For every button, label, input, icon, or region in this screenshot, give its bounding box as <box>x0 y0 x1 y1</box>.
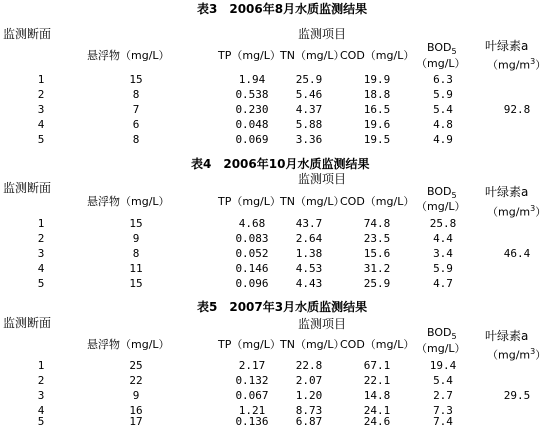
chl-unit-label: （mg/m <box>487 348 531 362</box>
table-cell: 2.17 <box>238 359 266 372</box>
chl-unit-label: （mg/m <box>487 205 531 219</box>
chl-unit-close: ） <box>535 205 547 219</box>
table-cell: 4 <box>37 404 45 417</box>
table-cell: 2.7 <box>433 389 453 402</box>
table-cell: 4.9 <box>433 133 453 146</box>
table-cell: 4.8 <box>433 118 453 131</box>
header-chl: 叶绿素a <box>485 39 529 53</box>
bod-label: BOD <box>427 41 452 54</box>
table-cell: 0.048 <box>235 118 269 131</box>
table-cell: 0.096 <box>235 277 269 290</box>
table-cell: 24.6 <box>363 415 391 428</box>
header-tp: TP（mg/L） <box>218 338 281 351</box>
table-cell: 1 <box>37 73 45 86</box>
table-cell: 1.94 <box>238 73 266 86</box>
header-tp: TP（mg/L） <box>218 49 281 62</box>
header-chl-unit <box>487 205 546 218</box>
table-cell: 2.07 <box>295 374 323 387</box>
table-cell: 3.4 <box>433 247 453 260</box>
header-tn: TN（mg/L） <box>280 338 345 351</box>
header-bod-unit: （mg/L） <box>416 200 466 213</box>
table-cell: 0.067 <box>235 389 269 402</box>
table-title: 表3 2006年8月水质监测结果 <box>197 2 368 16</box>
table-cell: 4.68 <box>238 217 266 230</box>
header-cod: COD（mg/L） <box>340 49 415 62</box>
header-bod-unit: （mg/L） <box>416 57 466 70</box>
table-cell: 1.21 <box>238 404 266 417</box>
table-cell: 25.9 <box>295 73 323 86</box>
table-cell: 22.8 <box>295 359 323 372</box>
table-cell: 4 <box>37 118 45 131</box>
bod-subscript: 5 <box>451 47 457 57</box>
bod-label: BOD <box>427 185 452 198</box>
table-title: 表4 2006年10月水质监测结果 <box>191 157 370 171</box>
bod-label: BOD <box>427 326 452 339</box>
table-cell: 5.9 <box>433 88 453 101</box>
table-cell: 19.9 <box>363 73 391 86</box>
table-cell: 19.5 <box>363 133 391 146</box>
header-chl-unit <box>487 58 546 71</box>
table-cell: 5 <box>37 277 45 290</box>
chlorophyll-value: 92.8 <box>503 103 531 116</box>
header-tn: TN（mg/L） <box>280 195 345 208</box>
header-tp: TP（mg/L） <box>218 195 281 208</box>
table-cell: 5.4 <box>433 103 453 116</box>
table-cell: 8 <box>132 247 140 260</box>
table-cell: 6.87 <box>295 415 323 428</box>
table-cell: 18.8 <box>363 88 391 101</box>
header-bod <box>427 327 457 341</box>
header-bod-unit: （mg/L） <box>416 342 466 355</box>
header-items: 监测项目 <box>298 172 347 186</box>
table-cell: 9 <box>132 232 140 245</box>
table-cell: 0.136 <box>235 415 269 428</box>
table-cell: 15 <box>129 73 143 86</box>
header-chl-unit <box>487 348 546 361</box>
table-cell: 0.083 <box>235 232 269 245</box>
header-section: 监测断面 <box>3 181 52 195</box>
table-cell: 2 <box>37 374 45 387</box>
header-ss: 悬浮物（mg/L） <box>87 49 170 62</box>
table-cell: 5.4 <box>433 374 453 387</box>
table-cell: 5.88 <box>295 118 323 131</box>
table-cell: 7 <box>132 103 140 116</box>
table-cell: 19.4 <box>429 359 457 372</box>
table-cell: 8 <box>132 133 140 146</box>
table-cell: 4.4 <box>433 232 453 245</box>
table-cell: 4.37 <box>295 103 323 116</box>
table-cell: 8 <box>132 88 140 101</box>
table-cell: 11 <box>129 262 143 275</box>
table-cell: 15.6 <box>363 247 391 260</box>
table-cell: 15 <box>129 277 143 290</box>
header-chl: 叶绿素a <box>485 185 529 199</box>
table-cell: 2.64 <box>295 232 323 245</box>
table-cell: 14.8 <box>363 389 391 402</box>
table-cell: 9 <box>132 389 140 402</box>
table-cell: 3 <box>37 247 45 260</box>
table-cell: 23.5 <box>363 232 391 245</box>
header-items: 监测项目 <box>298 27 347 41</box>
header-bod <box>427 186 457 200</box>
chlorophyll-value: 29.5 <box>503 389 531 402</box>
table-cell: 5.46 <box>295 88 323 101</box>
header-ss: 悬浮物（mg/L） <box>87 195 170 208</box>
table-cell: 5 <box>37 415 45 428</box>
table-cell: 22.1 <box>363 374 391 387</box>
chl-unit-close: ） <box>535 348 547 362</box>
chl-superscript: 3 <box>530 204 536 213</box>
table-cell: 0.146 <box>235 262 269 275</box>
header-items: 监测项目 <box>298 317 347 331</box>
table-cell: 7.3 <box>433 404 453 417</box>
table-cell: 4.53 <box>295 262 323 275</box>
table-cell: 19.6 <box>363 118 391 131</box>
table-cell: 8.73 <box>295 404 323 417</box>
table-cell: 1.38 <box>295 247 323 260</box>
bod-subscript: 5 <box>451 191 457 201</box>
table-cell: 24.1 <box>363 404 391 417</box>
table-cell: 1 <box>37 217 45 230</box>
header-chl: 叶绿素a <box>485 329 529 343</box>
table-cell: 3 <box>37 389 45 402</box>
table-cell: 74.8 <box>363 217 391 230</box>
table-cell: 1.20 <box>295 389 323 402</box>
table-cell: 0.132 <box>235 374 269 387</box>
table-cell: 6 <box>132 118 140 131</box>
table-cell: 4 <box>37 262 45 275</box>
table-cell: 43.7 <box>295 217 323 230</box>
table-cell: 67.1 <box>363 359 391 372</box>
chlorophyll-value: 46.4 <box>503 247 531 260</box>
chl-superscript: 3 <box>530 347 536 356</box>
table-cell: 4.43 <box>295 277 323 290</box>
table-cell: 5 <box>37 133 45 146</box>
table-cell: 7.4 <box>433 415 453 428</box>
header-ss: 悬浮物（mg/L） <box>87 338 170 351</box>
table-cell: 16 <box>129 404 143 417</box>
table-cell: 3 <box>37 103 45 116</box>
header-bod <box>427 42 457 56</box>
header-tn: TN（mg/L） <box>280 49 345 62</box>
chl-unit-label: （mg/m <box>487 58 531 72</box>
table-cell: 2 <box>37 232 45 245</box>
header-section: 监测断面 <box>3 27 52 41</box>
table-cell: 3.36 <box>295 133 323 146</box>
table-cell: 0.069 <box>235 133 269 146</box>
header-cod: COD（mg/L） <box>340 338 415 351</box>
table-cell: 0.230 <box>235 103 269 116</box>
table-title: 表5 2007年3月水质监测结果 <box>197 300 368 314</box>
table-cell: 15 <box>129 217 143 230</box>
chl-unit-close: ） <box>535 58 547 72</box>
bod-subscript: 5 <box>451 332 457 342</box>
table-cell: 31.2 <box>363 262 391 275</box>
table-cell: 25.8 <box>429 217 457 230</box>
table-cell: 1 <box>37 359 45 372</box>
table-cell: 0.538 <box>235 88 269 101</box>
table-cell: 2 <box>37 88 45 101</box>
table-cell: 17 <box>129 415 143 428</box>
table-cell: 22 <box>129 374 143 387</box>
chl-superscript: 3 <box>530 57 536 66</box>
table-cell: 25.9 <box>363 277 391 290</box>
table-cell: 4.7 <box>433 277 453 290</box>
table-cell: 25 <box>129 359 143 372</box>
table-cell: 0.052 <box>235 247 269 260</box>
table-cell: 5.9 <box>433 262 453 275</box>
header-cod: COD（mg/L） <box>340 195 415 208</box>
table-cell: 16.5 <box>363 103 391 116</box>
table-cell: 6.3 <box>433 73 453 86</box>
header-section: 监测断面 <box>3 316 52 330</box>
